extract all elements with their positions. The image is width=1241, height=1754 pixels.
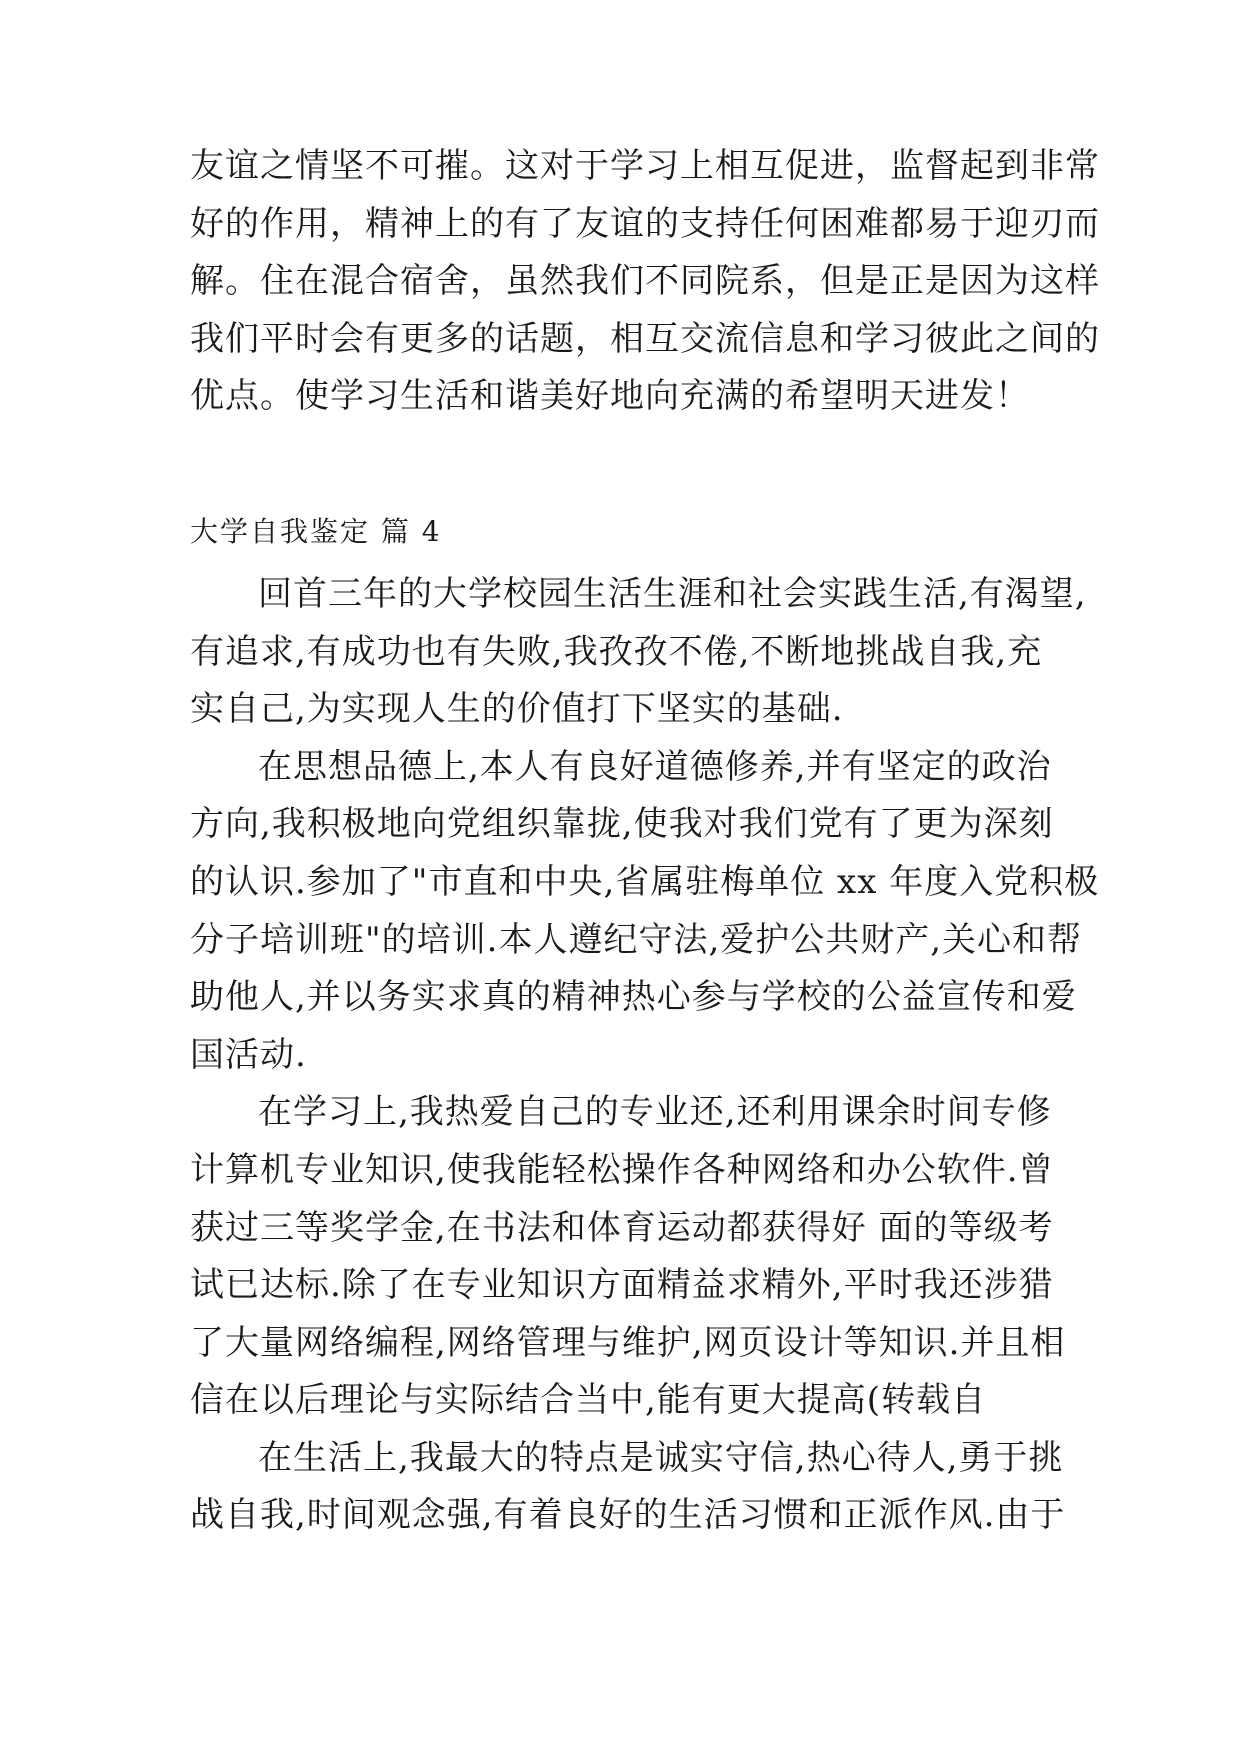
document-page (190, 138, 1100, 1545)
section-title: 大学自我鉴定 篇 4 (190, 514, 442, 548)
paragraph-line: 好的作用，精神上的有了友谊的支持任何困难都易于迎刃而 (190, 203, 1100, 244)
paragraph-line: 友谊之情坚不可摧。这对于学习上相互促进，监督起到非常 (190, 146, 1100, 186)
paragraph-line: 我们平时会有更多的话题，相互交流信息和学习彼此之间的 (190, 318, 1100, 359)
paragraph-line: 的认识.参加了"市直和中央,省属驻梅单位 xx 年度入党积极 (190, 861, 1100, 902)
paragraph-line: 分子培训班"的培训.本人遵纪守法,爱护公共财产,关心和帮 (190, 919, 1083, 960)
section-gap (190, 426, 1070, 498)
paragraph-overview (190, 566, 1087, 739)
intro-paragraph (190, 138, 1100, 426)
paragraph-line: 战自我,时间观念强,有着良好的生活习惯和正派作风.由于 (190, 1495, 1066, 1536)
paragraph-life (190, 1430, 1070, 1545)
paragraph-line: 解。住在混合宿舍，虽然我们不同院系，但是正是因为这样 (190, 261, 1100, 302)
paragraph-line: 回首三年的大学校园生活生涯和社会实践生活,有渴望, (258, 573, 1087, 614)
paragraph-line: 方向,我积极地向党组织靠拢,使我对我们党有了更为深刻 (190, 804, 1054, 845)
paragraph-line: 在思想品德上,本人有良好道德修养,并有坚定的政治 (258, 746, 1052, 787)
paragraph-line: 了大量网络编程,网络管理与维护,网页设计等知识.并且相 (190, 1322, 1066, 1363)
paragraph-line: 优点。使学习生活和谐美好地向充满的希望明天进发！ (190, 376, 1030, 417)
paragraph-ideology (190, 739, 1100, 1085)
paragraph-line: 计算机专业知识,使我能轻松操作各种网络和办公软件.曾 (190, 1149, 1054, 1190)
paragraph-line: 实自己,为实现人生的价值打下坚实的基础. (190, 689, 844, 730)
paragraph-study (190, 1084, 1070, 1430)
paragraph-line: 试已达标.除了在专业知识方面精益求精外,平时我还涉猎 (190, 1265, 1054, 1306)
paragraph-line: 助他人,并以务实求真的精神热心参与学校的公益宣传和爱 (190, 977, 1077, 1018)
paragraph-line: 在学习上,我热爱自己的专业还,还利用课余时间专修 (258, 1092, 1052, 1133)
paragraph-line: 国活动. (190, 1034, 307, 1075)
paragraph-line: 有追求,有成功也有失败,我孜孜不倦,不断地挑战自我,充 (190, 631, 1043, 672)
paragraph-line: 获过三等奖学金,在书法和体育运动都获得好 面的等级考 (190, 1207, 1054, 1248)
paragraph-line: 在生活上,我最大的特点是诚实守信,热心待人,勇于挑 (258, 1437, 1064, 1478)
paragraph-line: 信在以后理论与实际结合当中,能有更大提高(转载自 (190, 1380, 987, 1421)
